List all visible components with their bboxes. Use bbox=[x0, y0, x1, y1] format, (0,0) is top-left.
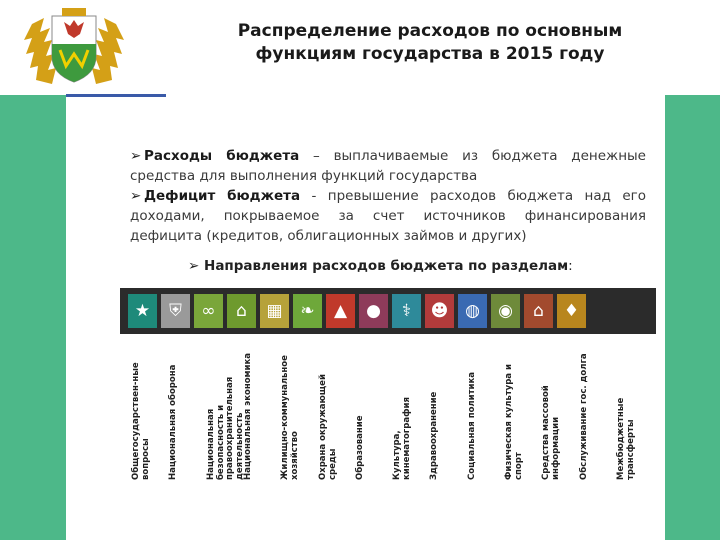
coat-of-arms-icon bbox=[22, 4, 126, 90]
debt-icon: ⌂ bbox=[524, 294, 553, 328]
shield-icon: ⛨ bbox=[161, 294, 190, 328]
medical-icon: ⚕ bbox=[392, 294, 421, 328]
section-icon-strip bbox=[120, 288, 656, 334]
definition-expenses bbox=[130, 146, 646, 186]
handcuffs-icon: ∞ bbox=[194, 294, 223, 328]
sections-heading: ➢ Направления расходов бюджета по разделам: bbox=[188, 258, 573, 274]
left-decor-band bbox=[0, 95, 66, 540]
slide-title: Распределение расходов по основным функциям государства в 2015 году bbox=[237, 21, 623, 64]
graduation-icon: ▲ bbox=[326, 294, 355, 328]
people-icon: ☻ bbox=[425, 294, 454, 328]
bank-icon: ⌂ bbox=[227, 294, 256, 328]
right-decor-band bbox=[665, 95, 720, 540]
star-icon: ★ bbox=[128, 294, 157, 328]
arrow-bullet-icon: ➢ bbox=[130, 148, 142, 164]
definition-term: Расходы бюджета bbox=[144, 148, 300, 164]
definition-text: - превышение расходов бюджета над его доходами, покрываемое за счет источников финансирования дефицита (кредитов, облигационных займов и других) bbox=[130, 188, 646, 244]
arrow-bullet-icon: ➢ bbox=[130, 188, 142, 204]
section-labels: Общегосударствен-ные вопросы Национальная оборона Национальная безопасность и правоохранительная деятельность Национальная экономика Жилищно-коммунальное хозяйство Охрана окружающей среды Образование Культура, кинематография Здравоохранение Социальная политика Физическая культура и спорт Средства массовой информации Обслуживание гос. долга Межбюджетные трансферты bbox=[131, 353, 636, 480]
header-divider bbox=[66, 94, 166, 97]
definitions bbox=[130, 146, 646, 246]
arrow-bullet-icon: ➢ bbox=[188, 258, 205, 274]
ball-icon: ◍ bbox=[458, 294, 487, 328]
media-icon: ◉ bbox=[491, 294, 520, 328]
definition-term: Дефицит бюджета bbox=[144, 188, 301, 204]
money-bag-icon: ♦ bbox=[557, 294, 586, 328]
definition-deficit bbox=[130, 186, 646, 246]
leaf-icon: ❧ bbox=[293, 294, 322, 328]
film-camera-icon: ● bbox=[359, 294, 388, 328]
building-icon: ▦ bbox=[260, 294, 289, 328]
definition-text: – выплачиваемые из бюджета денежные средства для выполнения функций государства bbox=[130, 148, 646, 184]
